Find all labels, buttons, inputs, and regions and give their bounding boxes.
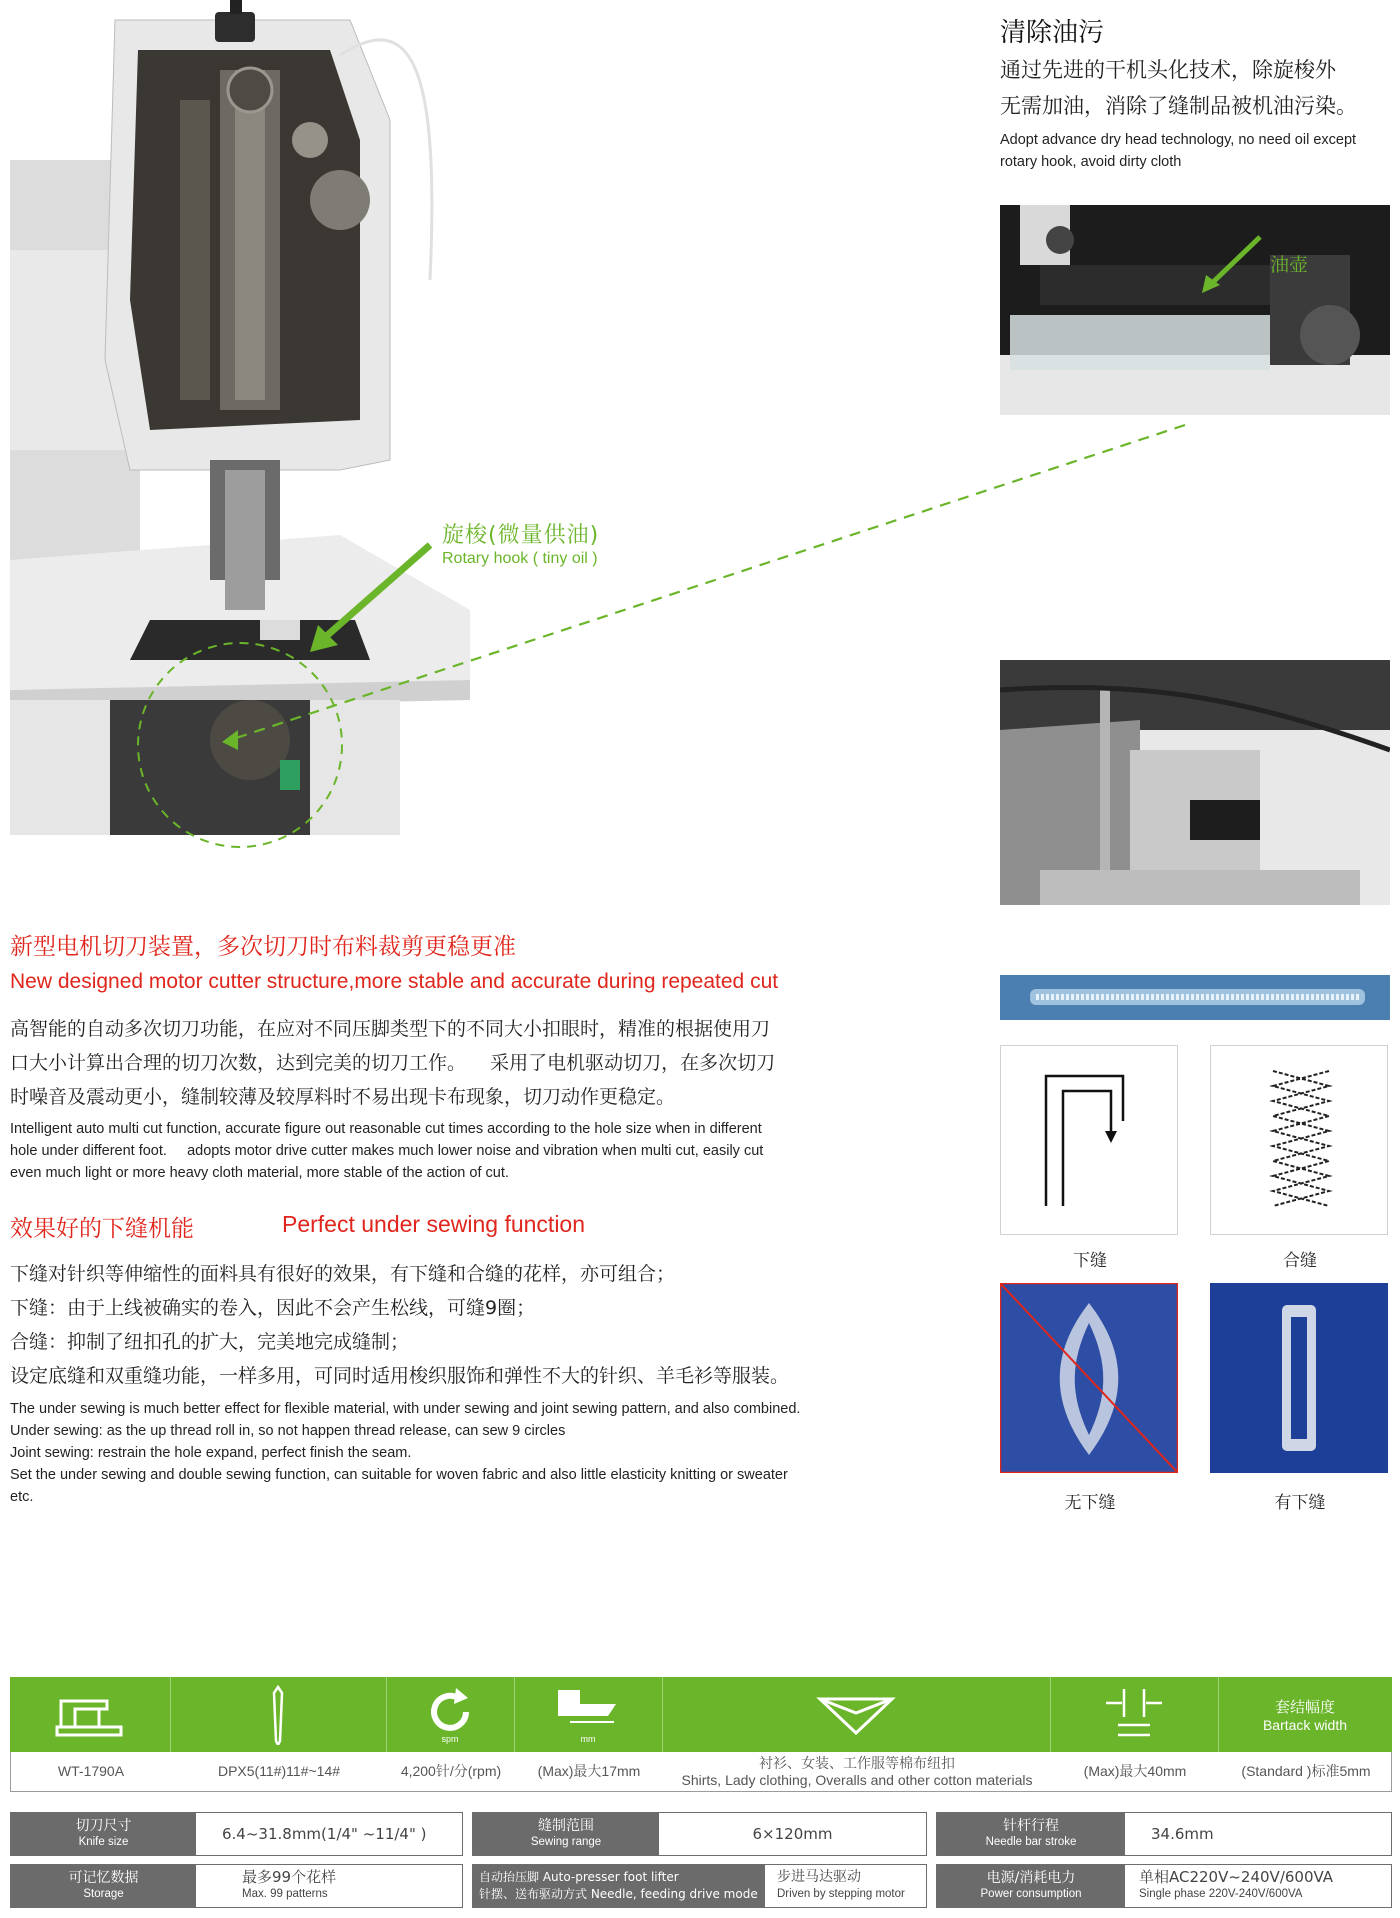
presser-lift-icon xyxy=(550,1684,626,1746)
under-body-cn-line2: 下缝：由于上线被确实的卷入，因此不会产生松线，可缝9圈； xyxy=(10,1297,536,1319)
without-under-sewing-photo xyxy=(1000,1283,1178,1473)
spec-knife-size xyxy=(10,1812,463,1856)
usage-value xyxy=(663,1752,1051,1791)
power-value-cn: 单相AC220V~240V/600VA xyxy=(1139,1868,1334,1886)
speed-unit-label: spm xyxy=(441,1733,459,1744)
hook-label-cn: 旋梭(微量供油) xyxy=(442,523,600,548)
needle-bar-stroke-value: 34.6mm xyxy=(1151,1824,1214,1843)
storage-value-cn: 最多99个花样 xyxy=(242,1868,337,1886)
storage-value-en: Max. 99 patterns xyxy=(242,1888,328,1900)
under-body-cn-line1: 下缝对针织等伸缩性的面料具有很好的效果，有下缝和合缝的花样，亦可组合； xyxy=(10,1263,676,1285)
cutter-body-cn-line2: 口大小计算出合理的切刀次数，达到完美的切刀工作。 采用了电机驱动切刀，在多次切刀 xyxy=(10,1052,776,1074)
usage-value-cn: 衬衫、女装、工作服等棉布纽扣 xyxy=(759,1754,955,1771)
spec-power xyxy=(936,1864,1392,1908)
cutter-body-cn-line3: 时噪音及震动更小，缝制较薄及较厚料时不易出现卡布现象，切刀动作更稳定。 xyxy=(10,1086,676,1108)
usage-value-en: Shirts, Lady clothing, Overalls and other cotton materials xyxy=(681,1771,1033,1788)
bartack-width-en: Bartack width xyxy=(1262,1717,1348,1733)
under-body-cn-line4: 设定底缝和双重缝功能，一样多用，可同时适用梭织服饰和弹性不大的针织、羊毛衫等服装。 xyxy=(10,1365,790,1387)
sewing-machine-icon xyxy=(55,1691,125,1739)
fabric-usage-icon xyxy=(816,1693,896,1737)
under-body-en-line3: Joint sewing: restrain the hole expand, perfect finish the seam. xyxy=(10,1445,412,1461)
storage-key xyxy=(11,1865,196,1907)
callout-arrowhead xyxy=(222,730,238,750)
caption-under: 下缝 xyxy=(1073,1251,1107,1271)
lift-unit-label: mm xyxy=(580,1733,596,1744)
needle-bar-stroke-key xyxy=(937,1813,1125,1855)
oil-body-cn-line2: 无需加油，消除了缝制品被机油污染。 xyxy=(1000,94,1357,118)
needle-icon-cell xyxy=(170,1677,387,1752)
bartack-max-value: (Max)最大40mm xyxy=(1083,1763,1187,1779)
machine-icon-cell xyxy=(10,1677,171,1752)
cutter-closeup-photo xyxy=(1000,660,1390,905)
speed-value: 4,200针/分(rpm) xyxy=(400,1763,502,1779)
cutter-section-title-cn: 新型电机切刀装置，多次切刀时布料裁剪更稳更准 xyxy=(10,934,516,960)
bartack-width-cn: 套结幅度 xyxy=(1274,1698,1335,1716)
power-key-cn: 电源/消耗电力 xyxy=(986,1870,1076,1886)
under-body-en-line4: Set the under sewing and double sewing function, can suitable for woven fabric and also little elasticity knitting or sweater xyxy=(10,1467,788,1483)
cutter-body-en-line1: Intelligent auto multi cut function, accurate figure out reasonable cut times according to the hole size when in different xyxy=(10,1121,762,1137)
speed-icon-cell xyxy=(386,1677,515,1752)
model-value: WT-1790A xyxy=(57,1763,125,1779)
presser-drive-key xyxy=(473,1865,765,1907)
caption-with-under: 有下缝 xyxy=(1274,1493,1326,1513)
usage-icon-cell xyxy=(662,1677,1051,1752)
sewing-range-key-cn: 缝制范围 xyxy=(538,1818,594,1834)
spec-storage xyxy=(10,1864,463,1908)
bartack-standard-value: (Standard )标准5mm xyxy=(1241,1763,1371,1779)
oil-section-title: 清除油污 xyxy=(1000,18,1105,48)
under-stitch-diagram xyxy=(1000,1045,1178,1235)
oil-body-en-line2: rotary hook, avoid dirty cloth xyxy=(1000,154,1182,170)
spec-values-row xyxy=(10,1752,1392,1792)
spec-sewing-range xyxy=(472,1812,927,1856)
presser-drive-key-line2: 针摆、送布驱动方式 Needle, feeding drive mode xyxy=(479,1887,758,1901)
power-key-en: Power consumption xyxy=(980,1888,1082,1900)
hook-label-en: Rotary hook ( tiny oil ) xyxy=(442,550,598,567)
knife-size-key-cn: 切刀尺寸 xyxy=(75,1818,132,1834)
lift-icon-cell xyxy=(514,1677,663,1752)
oil-body-en-line1: Adopt advance dry head technology, no need oil except xyxy=(1000,132,1357,148)
joint-stitch-diagram xyxy=(1210,1045,1388,1235)
presser-drive-value-cn: 步进马达驱动 xyxy=(777,1869,861,1885)
under-body-en-line5: etc. xyxy=(10,1489,34,1505)
spec-icon-band xyxy=(10,1677,1392,1752)
bartack-width-header xyxy=(1218,1677,1392,1752)
power-key xyxy=(937,1865,1125,1907)
oil-body-cn-line1: 通过先进的干机头化技术，除旋梭外 xyxy=(1000,58,1336,82)
spec-presser-drive xyxy=(472,1864,927,1908)
storage-key-en: Storage xyxy=(83,1888,124,1900)
cut-stitch-sample xyxy=(1000,975,1390,1020)
under-section-title-cn: 效果好的下缝机能 xyxy=(10,1216,194,1242)
presser-drive-key-line1: 自动抬压脚 Auto-presser foot lifter xyxy=(479,1870,679,1884)
cutter-section-title-en: New designed motor cutter structure,more stable and accurate during repeated cut xyxy=(10,970,779,993)
hook-pointer-arrow xyxy=(322,545,430,640)
needle-bar-stroke-key-cn: 针杆行程 xyxy=(1003,1818,1059,1834)
presser-drive-value xyxy=(765,1865,926,1907)
hook-highlight-circle xyxy=(138,643,342,847)
under-section-title-en: Perfect under sewing function xyxy=(282,1211,586,1237)
oil-pot-photo xyxy=(1000,205,1390,415)
storage-key-cn: 可记忆数据 xyxy=(68,1870,139,1886)
sewing-range-key xyxy=(473,1813,659,1855)
under-body-cn-line3: 合缝：抑制了纽扣孔的扩大，完美地完成缝制； xyxy=(10,1331,410,1353)
cutter-body-cn-line1: 高智能的自动多次切刀功能，在应对不同压脚类型下的不同大小扣眼时，精准的根据使用刀 xyxy=(10,1018,771,1040)
cutter-body-en-line2: hole under different foot. adopts motor drive cutter makes much lower noise and vibration when multi cut, easily cut xyxy=(10,1143,764,1159)
under-body-en-line2: Under sewing: as the up thread roll in, so not happen thread release, can sew 9 circles xyxy=(10,1423,566,1439)
spec-needle-bar-stroke xyxy=(936,1812,1392,1856)
power-value-en: Single phase 220V-240V/600VA xyxy=(1139,1888,1303,1900)
needle-icon xyxy=(268,1685,288,1745)
with-under-sewing-photo xyxy=(1210,1283,1388,1473)
oil-pot-label: 油壶 xyxy=(1270,254,1309,276)
sewing-range-key-en: Sewing range xyxy=(530,1836,602,1848)
knife-size-key xyxy=(11,1813,196,1855)
needle-value: DPX5(11#)11#~14# xyxy=(217,1763,341,1779)
bartack-icon-cell xyxy=(1050,1677,1219,1752)
storage-value xyxy=(196,1865,462,1907)
under-body-en-line1: The under sewing is much better effect for flexible material, with under sewing and joint sewing pattern, and also combined. xyxy=(10,1401,801,1417)
knife-size-key-en: Knife size xyxy=(78,1836,129,1848)
presser-drive-value-en: Driven by stepping motor xyxy=(777,1888,905,1900)
bartack-length-icon xyxy=(1104,1687,1164,1743)
sewing-range-value: 6×120mm xyxy=(752,1824,833,1843)
cutter-body-en-line3: even much light or more heavy cloth material, more stable of the action of cut. xyxy=(10,1165,509,1181)
needle-bar-stroke-key-en: Needle bar stroke xyxy=(985,1836,1077,1848)
power-value xyxy=(1125,1865,1391,1907)
lift-value: (Max)最大17mm xyxy=(537,1763,641,1779)
caption-joint: 合缝 xyxy=(1283,1251,1317,1271)
speed-rpm-icon xyxy=(422,1684,478,1746)
knife-size-value: 6.4~31.8mm(1/4" ~11/4" ) xyxy=(222,1824,427,1843)
caption-without-under: 无下缝 xyxy=(1064,1493,1116,1513)
